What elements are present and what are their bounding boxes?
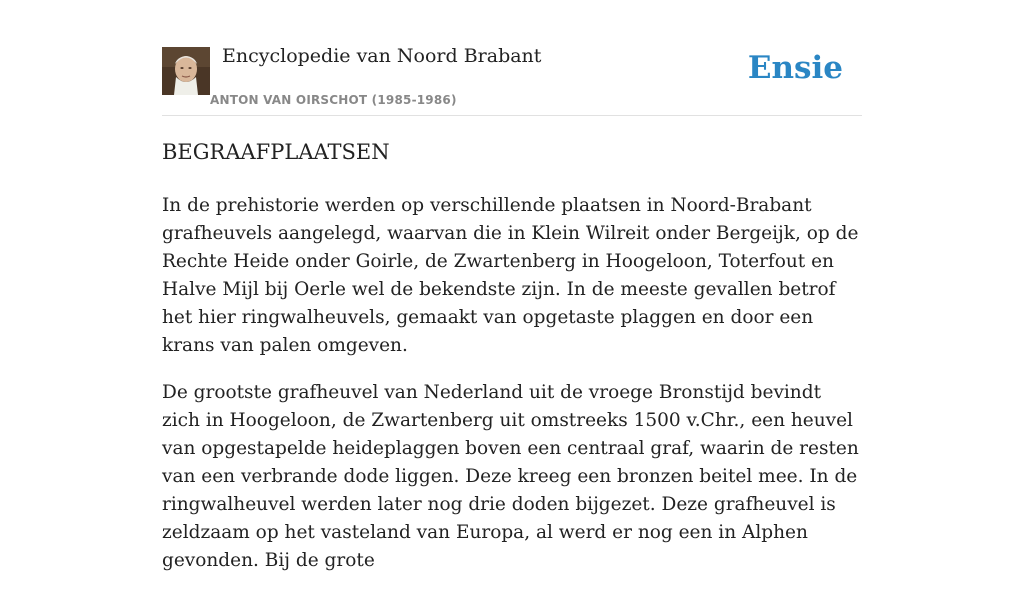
brand-logo[interactable]: Ensie	[747, 50, 843, 86]
article-paragraph: De grootste grafheuvel van Nederland uit de vroege Bronstijd bevindt zich in Hoogeloon, de Zwartenberg uit omstreeks 1500 v.Chr., een heuvel van opgestapelde heideplaggen boven een centraal graf, waarin de resten van een verbrande dode liggen. Deze kreeg een bronzen beitel mee. In de ringwalheuvel werden later nog drie doden bijgezet. Deze grafheuvel is zeldzaam op het vasteland van Europa, al werd er nog een in Alphen gevonden. Bij de grote	[162, 382, 859, 571]
author-portrait-icon	[162, 47, 210, 95]
author-avatar[interactable]	[162, 47, 210, 95]
header-divider	[162, 115, 862, 116]
article-paragraph: In de prehistorie werden op verschillende plaatsen in Noord-Brabant grafheuvels aangelegd, waarvan die in Klein Wilreit onder Bergeijk, op de Rechte Heide onder Goirle, de Zwartenberg in Hoogeloon, Toterfout en Halve Mijl bij Oerle wel de bekendste zijn. In de meeste gevallen betrof het hier ringwalheuvels, gemaakt van opgetaste plaggen en door een krans van palen omgeven.	[162, 195, 859, 356]
author-name[interactable]: ANTON VAN OIRSCHOT (1985-1986)	[210, 93, 457, 107]
article-title: BEGRAAFPLAATSEN	[162, 140, 390, 164]
article-body	[162, 192, 862, 594]
source-title[interactable]: Encyclopedie van Noord Brabant	[222, 45, 542, 67]
